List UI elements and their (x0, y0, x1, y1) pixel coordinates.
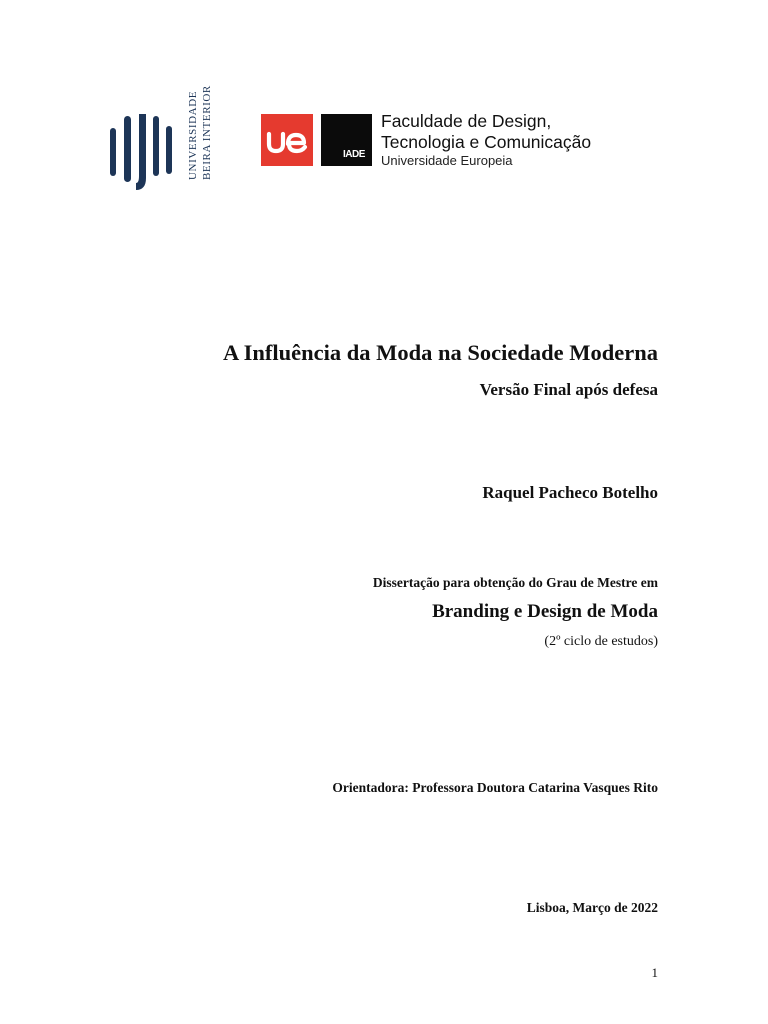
ue-logo-mark (261, 114, 313, 166)
iade-logo-text: IADE (343, 149, 365, 160)
place-and-date: Lisboa, Março de 2022 (526, 900, 658, 915)
supervisor: Orientadora: Professora Doutora Catarina Vasques Rito (332, 780, 658, 795)
degree-statement: Dissertação para obtenção do Grau de Mestre em (372, 575, 658, 590)
faculty-name-line1: Faculdade de Design, (381, 111, 552, 131)
ubi-logo-line2: BEIRA INTERIOR (201, 85, 213, 180)
ue-logo (261, 114, 313, 166)
ubi-logo-line1: UNIVERSIDADE (187, 90, 199, 180)
iade-logo (321, 114, 372, 166)
faculty-name (381, 111, 591, 153)
program-name: Branding e Design de Moda (432, 601, 658, 622)
document-subtitle: Versão Final após defesa (479, 380, 658, 399)
ubi-logo-text (184, 85, 220, 182)
page-number: 1 (651, 965, 658, 980)
faculty-name-line2: Tecnologia e Comunicação (381, 132, 592, 152)
author-name: Raquel Pacheco Botelho (482, 483, 658, 502)
document-title: A Influência da Moda na Sociedade Moderna (222, 340, 658, 365)
study-cycle: (2º ciclo de estudos) (544, 634, 658, 649)
faculty-university: Universidade Europeia (381, 153, 513, 168)
